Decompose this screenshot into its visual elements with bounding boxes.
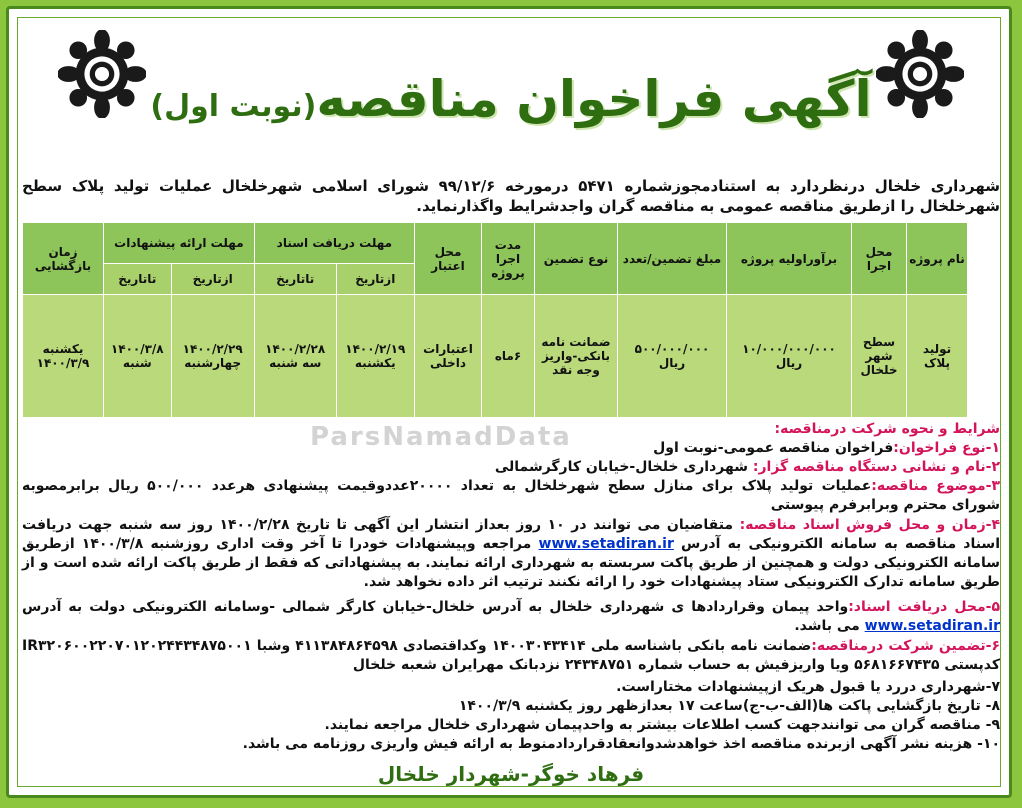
notice-title	[0, 70, 1022, 128]
list-item-4	[22, 516, 1000, 592]
subheader-offers-from: ازتاریخ	[171, 264, 254, 295]
item-10-text: ۱۰- هزینه نشر آگهی ازبرنده مناقصه اخذ خواهدشدوانعقادقراردادمنوط به ارائه فیش واریزی روزنامه می باشد.	[242, 736, 1000, 752]
item-4-text-2: مراجعه وپیشنهادات خودرا تا آخر وقت اداری روزشنبه ۱۴۰۰/۳/۸ ازطریق سامانه الکترونیکی دولت و همچنین از طریق پاکت سربسته به شهرداری ارائه نمایند. به پیشنهاداتی که فقط از طریق پاکت ارائه شده است و از طریق سامانه تدارک الکترونیکی ستاد پیشنهادات خود را ارائه نکنند ترتیب اثر داده نخواهد شد.	[22, 536, 1000, 590]
header-guarantee-type: نوع تضمین	[535, 223, 618, 295]
subheader-docs-to: تاتاریخ	[254, 264, 336, 295]
header-docs-deadline: مهلت دریافت اسناد	[254, 223, 414, 264]
list-item-2	[22, 458, 1000, 477]
header-guarantee-amount: مبلغ تضمین/تعدد	[618, 223, 727, 295]
list-item-7	[22, 678, 1000, 697]
item-2-label: ۲-نام و نشانی دستگاه مناقصه گزار:	[752, 459, 1000, 475]
conditions-heading-text: شرایط و نحوه شرکت درمناقصه:	[774, 421, 1000, 437]
item-4-text: متقاضیان می توانند در ۱۰ روز بعداز انتشار این آگهی تا تاریخ ۱۴۰۰/۲/۲۸ روز سه شنبه جهت دریافت اسناد مناقصه به سامانه الکترونیکی به آدرس	[22, 517, 1000, 552]
cell-project: تولید پلاک	[907, 295, 968, 418]
title-main: آگهی فراخوان مناقصه	[316, 70, 872, 128]
list-item-8	[22, 697, 1000, 716]
subheader-offers-to: تاتاریخ	[104, 264, 172, 295]
header-duration: مدت اجرا پروژه	[482, 223, 535, 295]
item-3-label: ۳-موضوع مناقصه:	[871, 478, 1000, 494]
header-estimate: برآوراولیه پروژه	[727, 223, 852, 295]
item-3-text: عملیات تولید پلاک برای منازل سطح شهرخلخال به تعداد ۲۰۰۰۰عددوقیمت پیشنهادی هرعدد ۵۰۰/۰۰۰ ریال برابرمصوبه شورای محترم وبرابرفرم پیوستی	[22, 478, 1000, 513]
list-item-1	[22, 439, 1000, 458]
cell-offers-to: ۱۴۰۰/۳/۸ شنبه	[104, 295, 172, 418]
item-2-text: شهرداری خلخال-خیابان کارگرشمالی	[494, 459, 753, 475]
cell-duration: ۶ماه	[482, 295, 535, 418]
header-opening: زمان بازگشایی	[23, 223, 104, 295]
item-6-text: ضمانت نامه بانکی باشناسه ملی ۱۴۰۰۳۰۴۳۴۱۴ وکداقتصادی ۴۱۱۳۸۴۸۶۴۵۹۸ وشبا IR۳۲۰۶۰۰۲۲۰۷۰۱۲۰۲۴۴۳۴۸۷۵۰۰۱ کدپستی ۵۶۸۱۶۶۷۴۳۵ ویا واریزفیش به حساب شماره ۲۴۳۴۸۷۵۱ نزدبانک مهرایران شعبه خلخال	[22, 638, 1000, 673]
cell-docs-from: ۱۴۰۰/۲/۱۹ یکشنبه	[336, 295, 414, 418]
item-4-label: ۴-زمان و محل فروش اسناد مناقصه:	[739, 517, 1000, 533]
title-sub: (نوبت اول)	[150, 89, 317, 124]
header-offers-deadline: مهلت ارائه پیشنهادات	[104, 223, 255, 264]
item-5-text-2: می باشد.	[794, 618, 865, 634]
cell-offers-from: ۱۴۰۰/۲/۲۹ چهارشنبه	[171, 295, 254, 418]
cell-guarantee-type: ضمانت نامه بانکی-واریز وجه نقد	[535, 295, 618, 418]
list-item-5	[22, 598, 1000, 636]
item-8-text: ۸- تاریخ بازگشایی پاکت ها(الف-ب-ج)ساعت ۱۷ بعدازظهر روز یکشنبه ۱۴۰۰/۳/۹	[458, 698, 1000, 714]
list-item-10	[22, 735, 1000, 754]
subheader-docs-from: ازتاریخ	[336, 264, 414, 295]
list-item-3	[22, 477, 1000, 515]
header-project: نام پروژه	[907, 223, 968, 295]
item-1-label: ۱-نوع فراخوان:	[893, 440, 1000, 456]
header-location: محل اجرا	[852, 223, 907, 295]
conditions-heading	[22, 420, 1000, 439]
item-6-label: ۶-تضمین شرکت درمناقصه:	[811, 638, 1000, 654]
watermark: ParsNamadData	[310, 422, 572, 452]
item-5-label: ۵-محل دریافت اسناد:	[848, 599, 1001, 615]
item-9-text: ۹- مناقصه گران می توانندجهت کسب اطلاعات بیشتر به واحدپیمان شهرداری خلخال مراجعه نمایند.	[324, 717, 1000, 733]
item-5-text: واحد پیمان وقراردادها ی شهرداری خلخال به آدرس خلخال-خیابان کارگر شمالی -وسامانه الکترونیکی دولت به آدرس	[22, 599, 849, 615]
setadiran-link-2[interactable]: www.setadiran.ir	[864, 618, 1000, 634]
list-item-9	[22, 716, 1000, 735]
cell-guarantee-amount: ۵۰۰/۰۰۰/۰۰۰ ریال	[618, 295, 727, 418]
setadiran-link[interactable]: www.setadiran.ir	[538, 536, 674, 552]
item-1-text: فراخوان مناقصه عمومی-نوبت اول	[653, 440, 894, 456]
cell-opening: یکشنبه ۱۴۰۰/۳/۹	[23, 295, 104, 418]
table-row	[23, 295, 968, 418]
cell-estimate: ۱۰/۰۰۰/۰۰۰/۰۰۰ ریال	[727, 295, 852, 418]
intro-paragraph: شهرداری خلخال درنظردارد به استنادمجوزشماره ۵۴۷۱ درمورخه ۹۹/۱۲/۶ شورای اسلامی شهرخلخال عملیات تولید پلاک سطح شهرخلخال را ازطریق مناقصه عمومی به مناقصه گران واجدشرایط واگذارنماید.	[22, 177, 1001, 215]
header-credit: محل اعتبار	[415, 223, 482, 295]
tender-table	[22, 222, 968, 418]
table-header-row	[23, 223, 968, 264]
item-7-text: ۷-شهرداری دررد یا قبول هریک ازپیشنهادات مختاراست.	[616, 679, 1000, 695]
cell-credit: اعتبارات داخلی	[415, 295, 482, 418]
list-item-6	[22, 637, 1000, 675]
cell-docs-to: ۱۴۰۰/۲/۲۸ سه شنبه	[254, 295, 336, 418]
signature: فرهاد خوگر-شهردار خلخال	[377, 762, 645, 786]
cell-location: سطح شهر خلخال	[852, 295, 907, 418]
